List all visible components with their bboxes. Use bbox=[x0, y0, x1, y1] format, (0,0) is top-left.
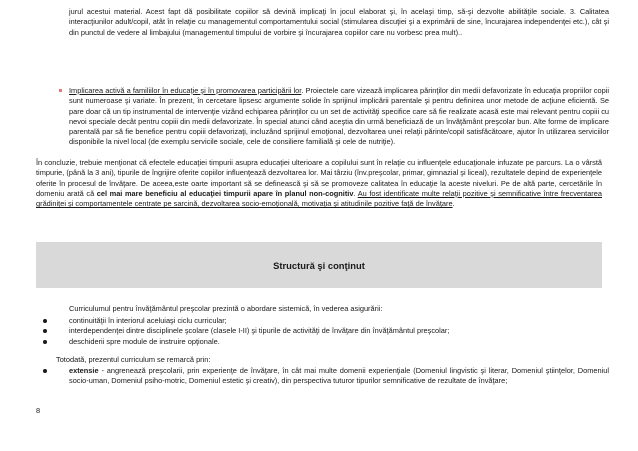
bullet-icon bbox=[43, 319, 47, 323]
section-heading-band bbox=[36, 242, 602, 288]
bullet-item-family-involvement bbox=[69, 86, 609, 148]
extension-term: extensie bbox=[69, 366, 99, 375]
list-item-text: continuităţii în interiorul aceluiaşi ciclu curricular; bbox=[69, 316, 227, 325]
conclusion-intro: În concluzie, trebuie menţionat că efectele educaţiei timpurii asupra educaţiei ulterioare a copilului sunt în relaţie cu influenţele educaţionale infuzate pe parcurs. La o vârstă timpurie, (până la 3 ani), tipurile de îngrijire oferite copiilor influenţează dezvoltarea lor. Mai târziu (înv.preşcolar, primar, gimnazial şi liceal), rezultatele depind de experienţele oferite în procesul de învăţare. De aceea,este oarte important să se definească şi să se promoveze calitatea în educaţie la aceste niveluri. Pe de altă parte, cercetările în domeniu arată că bbox=[36, 158, 602, 198]
curriculum-intro bbox=[69, 304, 609, 314]
bullet-icon bbox=[43, 340, 47, 344]
bullet-item-body: . Proiectele care vizează implicarea părinţilor din medii defavorizate în educaţia propriilor copii sunt numeroase şi variate. În prezent, în cercetare lipsesc argumente solide în sprijinul implicării parentale şi pentru definirea unor metode de acţiune eficientă. Se pare doar că un tip instrumental de intervenţie vizând echiparea părinţilor cu un set de activităţi specifice care să fie realizate acasă este mai relevant pentru copiii cu nevoi speciale decât pentru copiii din medii defavorizate. În special atunci când aceştia din urmă beneficiază de un învăţământ preşcolar bun. Alte forme de implicare parentală par să fie benefice pentru copiii defavorizaţi, incluzând sprijinul emoţional, dezvoltarea unei relaţii părinte/copil satisfăcătoare, ajutor în utilizarea serviciilor disponibile la nivel local (de exemplu servicile sociale, cele de consiliere familială şi cele de nutriţie). bbox=[69, 86, 609, 147]
list-item-text: deschiderii spre module de instruire opţionale. bbox=[69, 336, 220, 346]
extension-text: - angrenează preşcolarii, prin experienţe de învăţare, în cât mai multe domenii experienţiale (Domeniul lingvistic şi literar, Domeniul ştiinţelor, Domeniul socio-uman, Domeniul psiho-motric, Domeniul estetic şi creativ), din perspectiva tuturor tipurilor semnificative de rezultate de învăţare; bbox=[69, 366, 609, 386]
bullet-item-heading: Implicarea activă a familiilor în educaţie şi în promovarea participării lor bbox=[69, 86, 302, 95]
square-bullet-icon bbox=[59, 89, 62, 92]
continuation-paragraph bbox=[69, 7, 609, 38]
also-text: Totodată, prezentul curriculum se remarcă prin: bbox=[56, 355, 211, 364]
list-item bbox=[43, 326, 609, 336]
list-item bbox=[43, 366, 609, 387]
also-paragraph bbox=[56, 355, 606, 365]
curriculum-list bbox=[43, 316, 609, 347]
conclusion-paragraph bbox=[36, 158, 602, 209]
bullet-icon bbox=[43, 329, 47, 333]
bullet-icon bbox=[43, 369, 47, 373]
conclusion-text bbox=[36, 158, 602, 209]
section-title: Structură şi conţinut bbox=[273, 259, 365, 271]
curriculum-intro-text: Curriculumul pentru învăţământul preşcolar prezintă o abordare sistemică, în vederea asigurării: bbox=[69, 304, 383, 313]
conclusion-mid: . bbox=[353, 188, 358, 198]
features-list bbox=[43, 366, 609, 387]
bullet-item-text bbox=[69, 86, 609, 148]
list-item bbox=[43, 337, 609, 347]
list-item bbox=[43, 316, 609, 326]
continuation-text: jurul acestui material. Acest fapt dă posibilitate copiilor să devină implicaţi în jocul elaborat şi, în acelaşi timp, să-şi dezvolte abilităţile sociale. 3. Calitatea interacţiunilor adult/copil, atât în relaţie cu managementul comportamentului social (stimularea discuţiei şi a exprimării de sine, încurajarea independenţei etc.), cât şi din punctul de vedere al limbajului (managementul timpului de vorbire şi încurajarea copiilor care nu vorbesc prea mult).. bbox=[69, 7, 609, 37]
conclusion-end: . bbox=[452, 199, 455, 209]
conclusion-bold: cel mai mare beneficiu al educaţiei timpurii apare în planul non-cognitiv bbox=[96, 188, 354, 198]
conclusion-underlined: Au fost identificate multe relaţii pozitive şi semnificative între frecventarea grădiniţei şi comportamentele centrate pe sarcină, dezvoltarea socio-emoţională, motivaţia şi atitudinile pozitive faţă de învăţare bbox=[36, 188, 602, 209]
list-item-text: interdependenţei dintre disciplinele şcolare (clasele I-II) şi tipurile de activităţi de învăţare din învăţământul preşcolar; bbox=[69, 326, 450, 336]
page-number: 8 bbox=[36, 406, 41, 415]
